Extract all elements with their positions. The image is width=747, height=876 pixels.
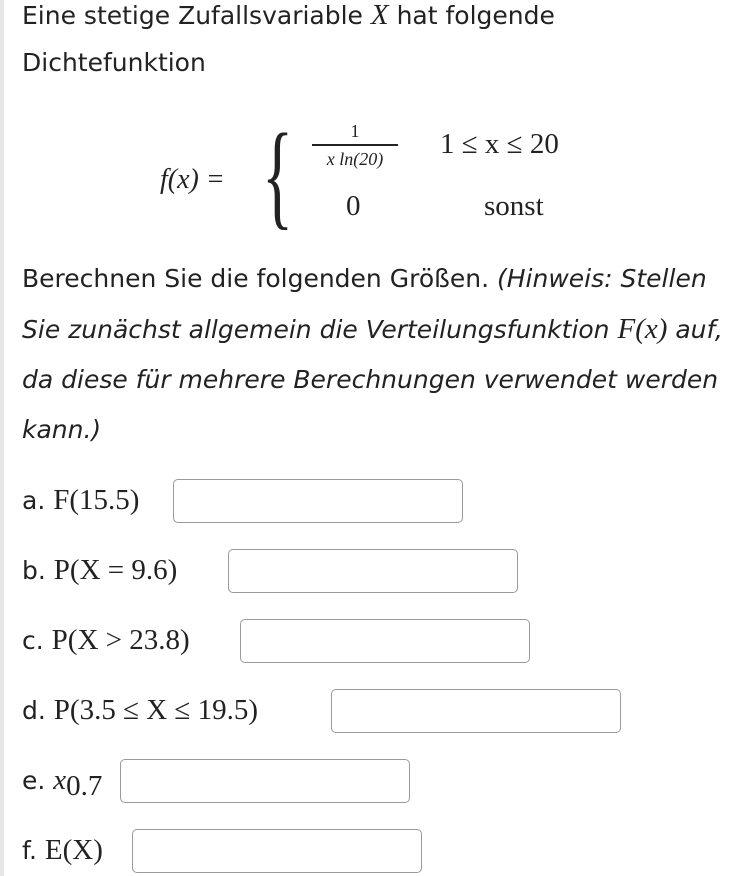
- intro-text-end: hat folgende: [396, 1, 555, 30]
- question-a-label: [22, 476, 139, 524]
- question-e-prefix: e.: [22, 766, 46, 795]
- instruction-main: Berechnen Sie die folgenden Größen.: [22, 264, 490, 293]
- question-d-expr: P(3.5 ≤ X ≤ 19.5): [53, 694, 258, 726]
- instruction-hint-F: F(x): [617, 313, 668, 345]
- question-a-expr: F(15.5): [53, 484, 140, 516]
- answer-a-input[interactable]: [173, 479, 463, 523]
- instruction-hint-2a: Sie zunächst allgemein die Verteilungsfunktion: [22, 315, 610, 344]
- question-f-prefix: f.: [22, 836, 37, 865]
- instruction-hint-2b: auf,: [675, 315, 723, 344]
- question-e-expr-sub: 0.7: [66, 770, 103, 802]
- answer-d-input[interactable]: [331, 689, 621, 733]
- question-d-prefix: d.: [22, 696, 46, 725]
- instruction-hint-1: (Hinweis: Stellen: [496, 264, 707, 293]
- fraction-bar: [312, 144, 398, 146]
- question-e-expr-base: x: [53, 764, 67, 796]
- formula-brace: {: [262, 109, 294, 240]
- question-b-prefix: b.: [22, 556, 46, 585]
- formula-lhs: f(x) =: [160, 164, 225, 195]
- intro-line-1: [22, 0, 555, 41]
- answer-f-input[interactable]: [132, 829, 422, 873]
- question-b-label: [22, 546, 177, 594]
- question-c-prefix: c.: [22, 626, 44, 655]
- intro-variable: X: [370, 0, 389, 31]
- question-e-label: [22, 756, 102, 804]
- intro-text: Eine stetige Zufallsvariable: [22, 1, 363, 30]
- answer-b-input[interactable]: [228, 549, 518, 593]
- question-f-label: [22, 826, 103, 874]
- question-b-expr: P(X = 9.6): [53, 554, 178, 586]
- question-f-expr: E(X): [44, 834, 103, 866]
- intro-line-2: Dichtefunktion: [22, 48, 206, 77]
- fraction-denominator: x ln(20): [326, 148, 384, 169]
- instruction-line-2: [22, 304, 723, 355]
- instruction-line-3: da diese für mehrere Berechnungen verwendet werden: [22, 365, 719, 394]
- answer-c-input[interactable]: [240, 619, 530, 663]
- instruction-line-1: [22, 254, 707, 304]
- answer-e-input[interactable]: [120, 759, 410, 803]
- fraction-numerator: 1: [350, 121, 360, 141]
- question-a-prefix: a.: [22, 486, 46, 515]
- formula-condition-2: sonst: [484, 190, 544, 222]
- formula-value-2: 0: [346, 190, 361, 222]
- instruction-line-4: kann.): [22, 415, 102, 444]
- question-d-label: [22, 686, 258, 734]
- formula-fraction: [312, 120, 398, 170]
- question-c-expr: P(X > 23.8): [51, 624, 190, 656]
- question-c-label: [22, 616, 190, 664]
- density-formula: [0, 110, 747, 240]
- formula-condition-1: 1 ≤ x ≤ 20: [440, 128, 559, 160]
